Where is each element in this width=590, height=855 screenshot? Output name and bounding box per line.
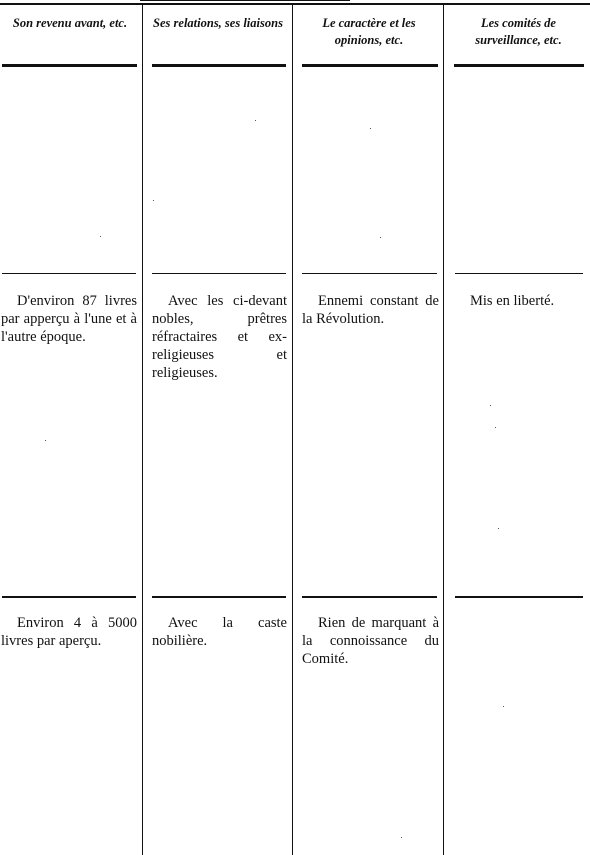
print-speck [45,440,46,441]
print-speck [498,528,499,529]
print-speck [153,200,154,201]
top-rule-thin [140,0,350,1]
header-rule [302,64,438,67]
print-speck [490,405,491,406]
header-comites: Les comités de surveillance, etc. [475,16,562,47]
print-speck [370,128,371,129]
header-rule [152,64,286,67]
table-cell-caractere: Ennemi constant de la Révolution. [302,293,439,327]
header-relations: Ses relations, ses liaisons [153,16,283,30]
row-separator [455,273,583,274]
row-separator [302,273,437,274]
column-divider [292,4,293,855]
table-cell-relations: Avec la caste nobilière. [152,615,287,649]
table-cell-comites: Mis en liberté. [470,293,555,309]
row-separator [455,596,583,598]
print-speck [255,120,256,121]
row-separator [2,596,136,598]
row-separator [152,596,286,598]
column-divider [443,4,444,855]
table-cell-caractere: Rien de marquant à la connoissance du Comité. [302,615,439,667]
header-rule [2,64,137,67]
header-revenu: Son revenu avant, etc. [12,16,128,30]
print-speck [380,237,381,238]
top-rule [0,3,590,5]
print-speck [495,427,496,428]
print-speck [401,837,402,838]
row-separator [2,273,136,274]
table-cell-relations: Avec les ci-devant nobles, prêtres réfractaires et ex-religieuses et religieuses. [152,293,287,381]
row-separator [302,596,437,598]
print-speck [100,236,101,237]
column-divider [142,4,143,855]
table-cell-revenu: D'environ 87 livres par apperçu à l'une et à l'autre époque. [1,293,137,345]
row-separator [152,273,286,274]
header-rule [454,64,584,67]
header-caractere: Le caractère et les opinions, etc. [322,16,416,47]
table-cell-revenu: Environ 4 à 5000 livres par aperçu. [1,615,137,649]
print-speck [503,706,504,707]
